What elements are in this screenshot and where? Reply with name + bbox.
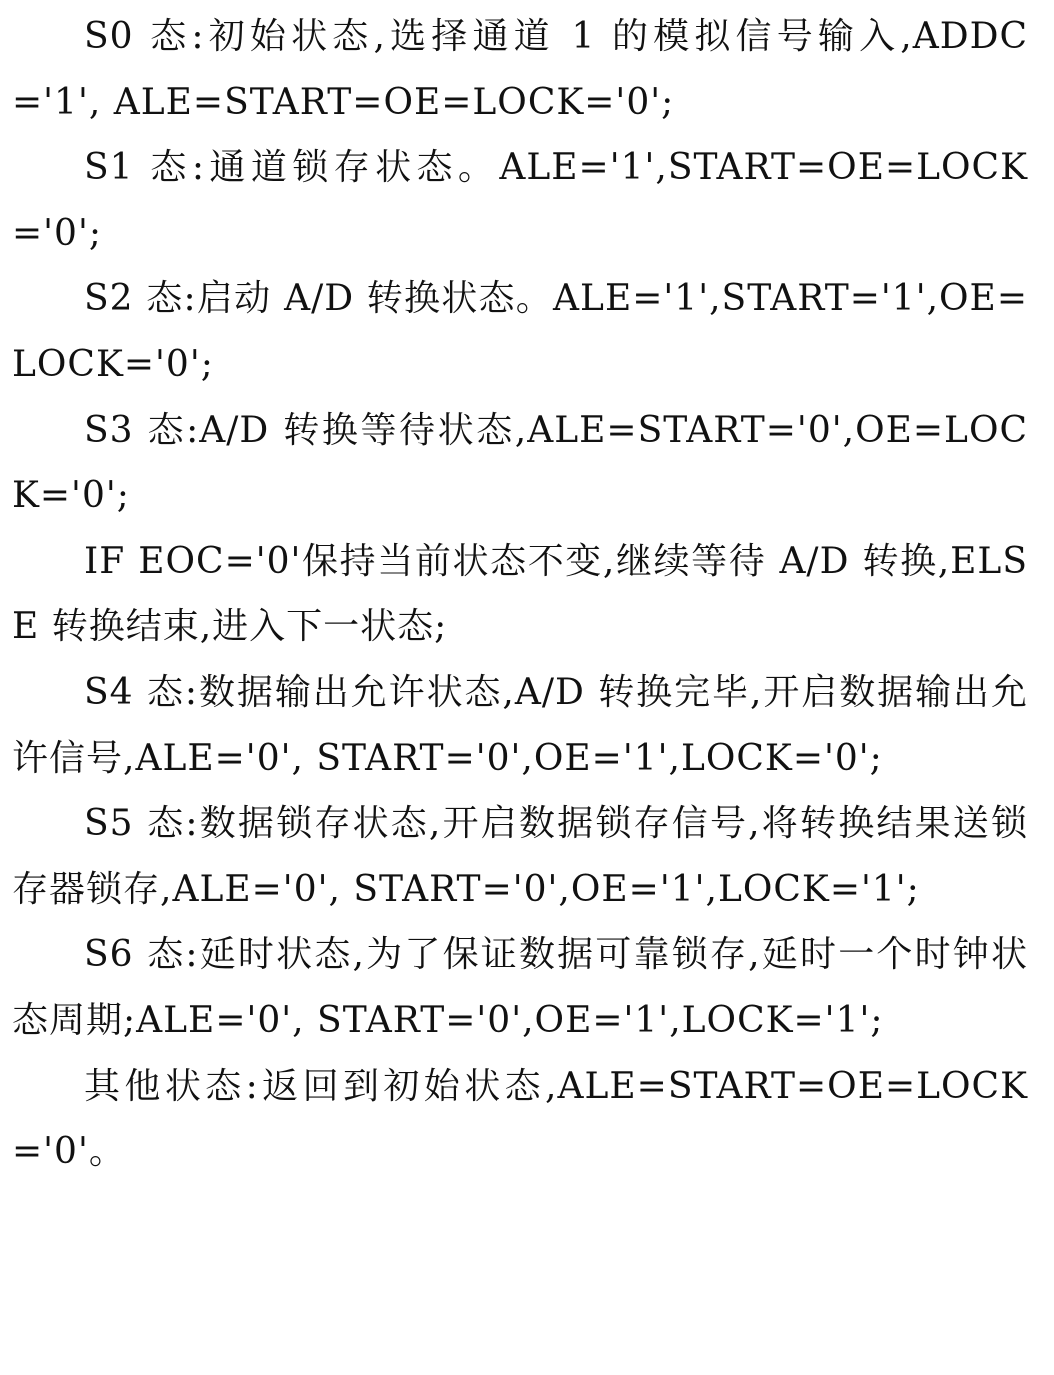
paragraph-s3-state: S3 态:A/D 转换等待状态,ALE=START='0',OE=LOCK='0'; [12, 409, 1028, 517]
paragraph-s6-state: S6 态:延时状态,为了保证数据可靠锁存,延时一个时钟状态周期;ALE='0', START='0',OE='1',LOCK='1'; [12, 934, 1028, 1041]
paragraph-s1-state: S1 态:通道锁存状态。ALE='1',START=OE=LOCK='0'; [12, 147, 1028, 254]
paragraph-s2-state: S2 态:启动 A/D 转换状态。ALE='1',START='1',OE=LOCK='0'; [12, 278, 1028, 385]
paragraph-s5-state: S5 态:数据锁存状态,开启数据锁存信号,将转换结果送锁存器锁存,ALE='0', START='0',OE='1',LOCK='1'; [12, 803, 1028, 910]
paragraph-s0-state: S0 态:初始状态,选择通道 1 的模拟信号输入,ADDC='1', ALE=START=OE=LOCK='0'; [12, 16, 1028, 123]
paragraph-eoc-condition: IF EOC='0'保持当前状态不变,继续等待 A/D 转换,ELSE 转换结束,进入下一状态; [12, 540, 1028, 648]
paragraph-other-states: 其他状态:返回到初始状态,ALE=START=OE=LOCK='0'。 [12, 1065, 1028, 1173]
paragraph-s4-state: S4 态:数据输出允许状态,A/D 转换完毕,开启数据输出允许信号,ALE='0', START='0',OE='1',LOCK='0'; [12, 671, 1028, 779]
